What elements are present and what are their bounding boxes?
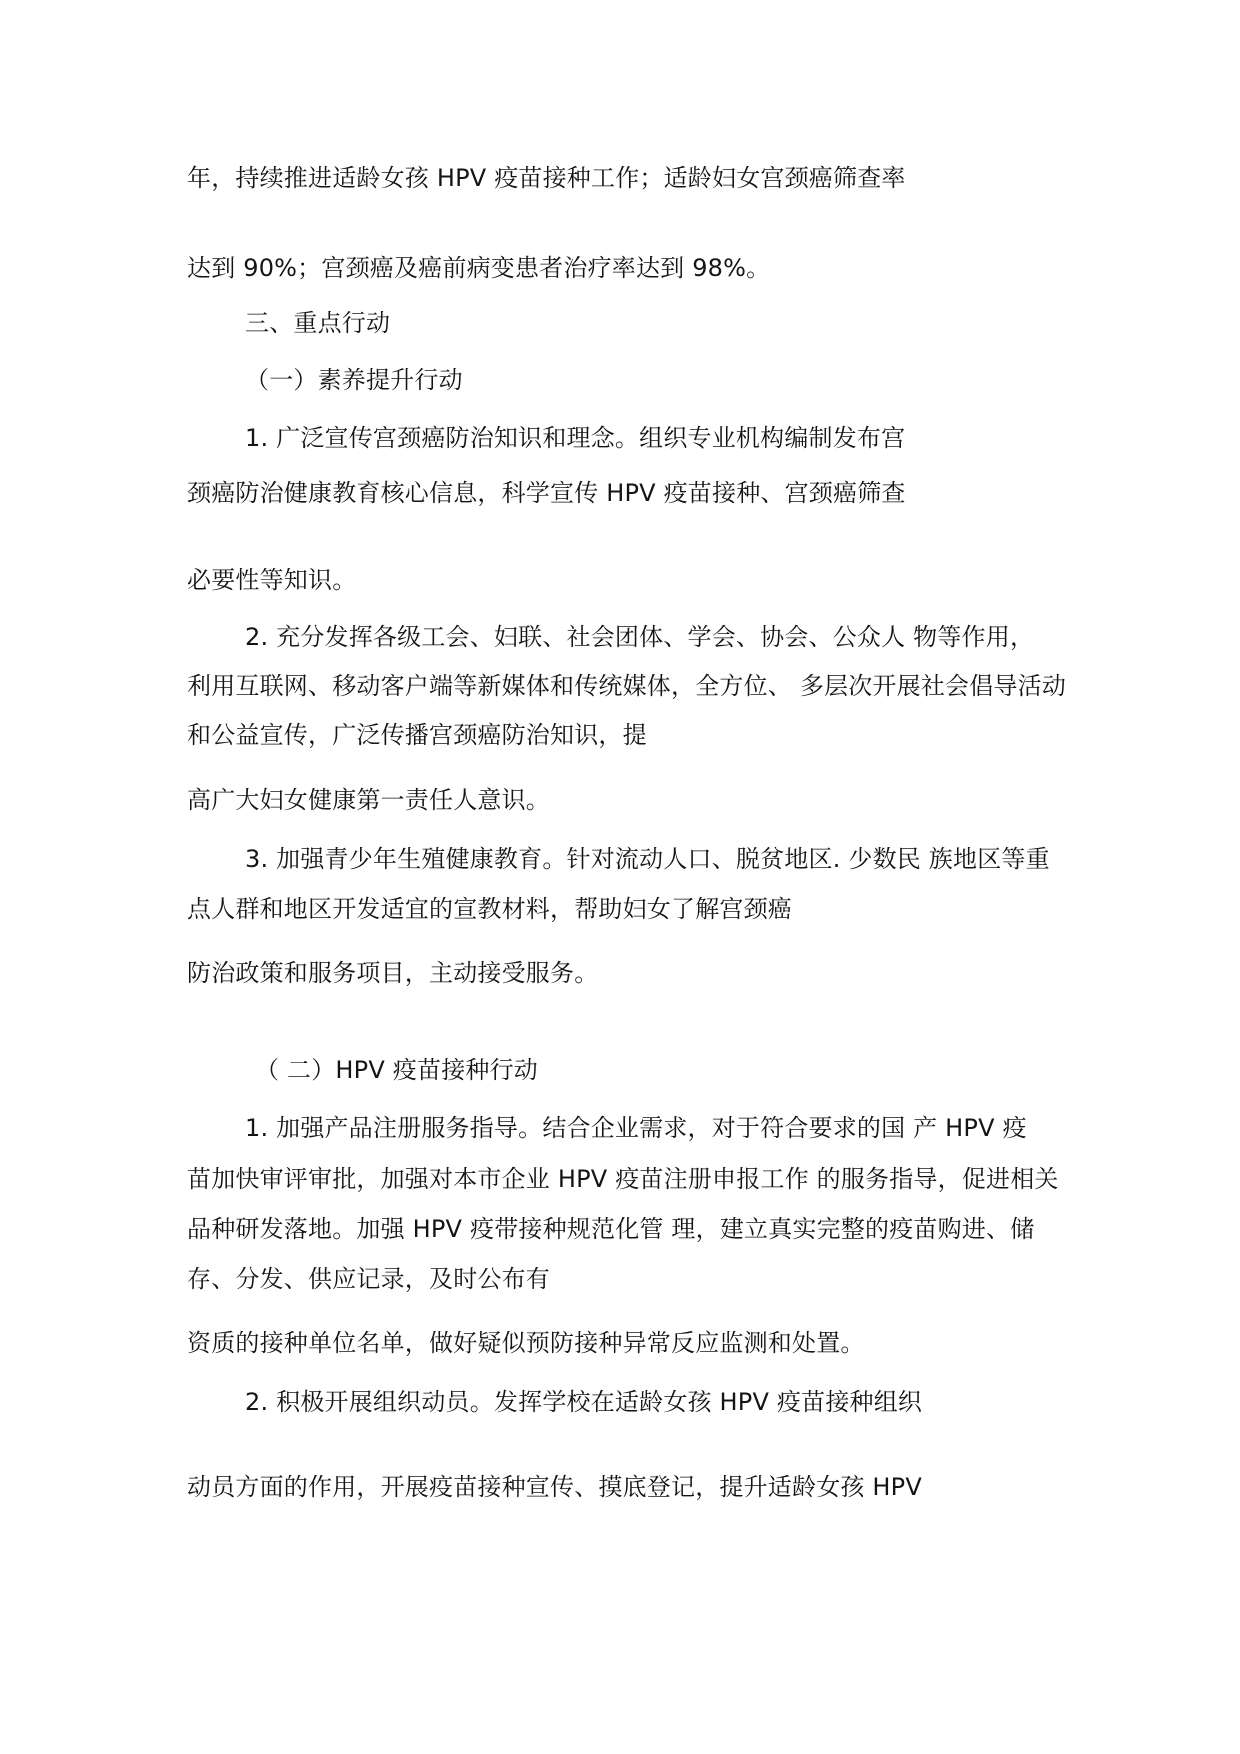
text-line: 防治政策和服务项目，主动接受服务。 xyxy=(187,959,599,987)
subsection-heading: （ 二）HPV 疫苗接种行动 xyxy=(255,1056,538,1084)
text-line: 和公益宣传，广泛传播宫颈癌防治知识，提 xyxy=(187,721,647,749)
text-line: 高广大妇女健康第一责任人意识。 xyxy=(187,786,550,814)
text-line: 苗加快审评审批，加强对本市企业 HPV 疫苗注册申报工作 的服务指导，促进相关 xyxy=(187,1165,1059,1193)
text-line: 存、分发、供应记录，及时公布有 xyxy=(187,1265,550,1293)
text-line: 点人群和地区开发适宜的宣教材料，帮助妇女了解宫颈癌 xyxy=(187,895,792,923)
text-line: 1. 加强产品注册服务指导。结合企业需求，对于符合要求的国 产 HPV 疫 xyxy=(245,1114,1027,1142)
text-line: 品种研发落地。加强 HPV 疫带接种规范化管 理，建立真实完整的疫苗购进、储 xyxy=(187,1215,1035,1243)
text-line: 1. 广泛宣传宫颈癌防治知识和理念。组织专业机构编制发布宫 xyxy=(245,424,906,452)
text-line: 动员方面的作用，开展疫苗接种宣传、摸底登记，提升适龄女孩 HPV xyxy=(187,1473,922,1501)
text-line: 必要性等知识。 xyxy=(187,566,357,594)
text-line: 利用互联网、移动客户端等新媒体和传统媒体，全方位、 多层次开展社会倡导活动 xyxy=(187,672,1067,700)
text-line: 颈癌防治健康教育核心信息，科学宣传 HPV 疫苗接种、宫颈癌筛查 xyxy=(187,479,906,507)
text-line: 资质的接种单位名单，做好疑似预防接种异常反应监测和处置。 xyxy=(187,1329,865,1357)
subsection-heading: （一）素养提升行动 xyxy=(245,366,463,394)
text-line: 年，持续推进适龄女孩 HPV 疫苗接种工作；适龄妇女宫颈癌筛查率 xyxy=(187,164,906,192)
text-line: 达到 90%；宫颈癌及癌前病变患者治疗率达到 98%。 xyxy=(187,254,771,282)
text-line: 3. 加强青少年生殖健康教育。针对流动人口、脱贫地区. 少数民 族地区等重 xyxy=(245,845,1050,873)
text-line: 2. 充分发挥各级工会、妇联、社会团体、学会、协会、公众人 物等作用， xyxy=(245,623,1035,651)
text-line: 2. 积极开展组织动员。发挥学校在适龄女孩 HPV 疫苗接种组织 xyxy=(245,1388,923,1416)
section-heading: 三、重点行动 xyxy=(245,309,391,337)
